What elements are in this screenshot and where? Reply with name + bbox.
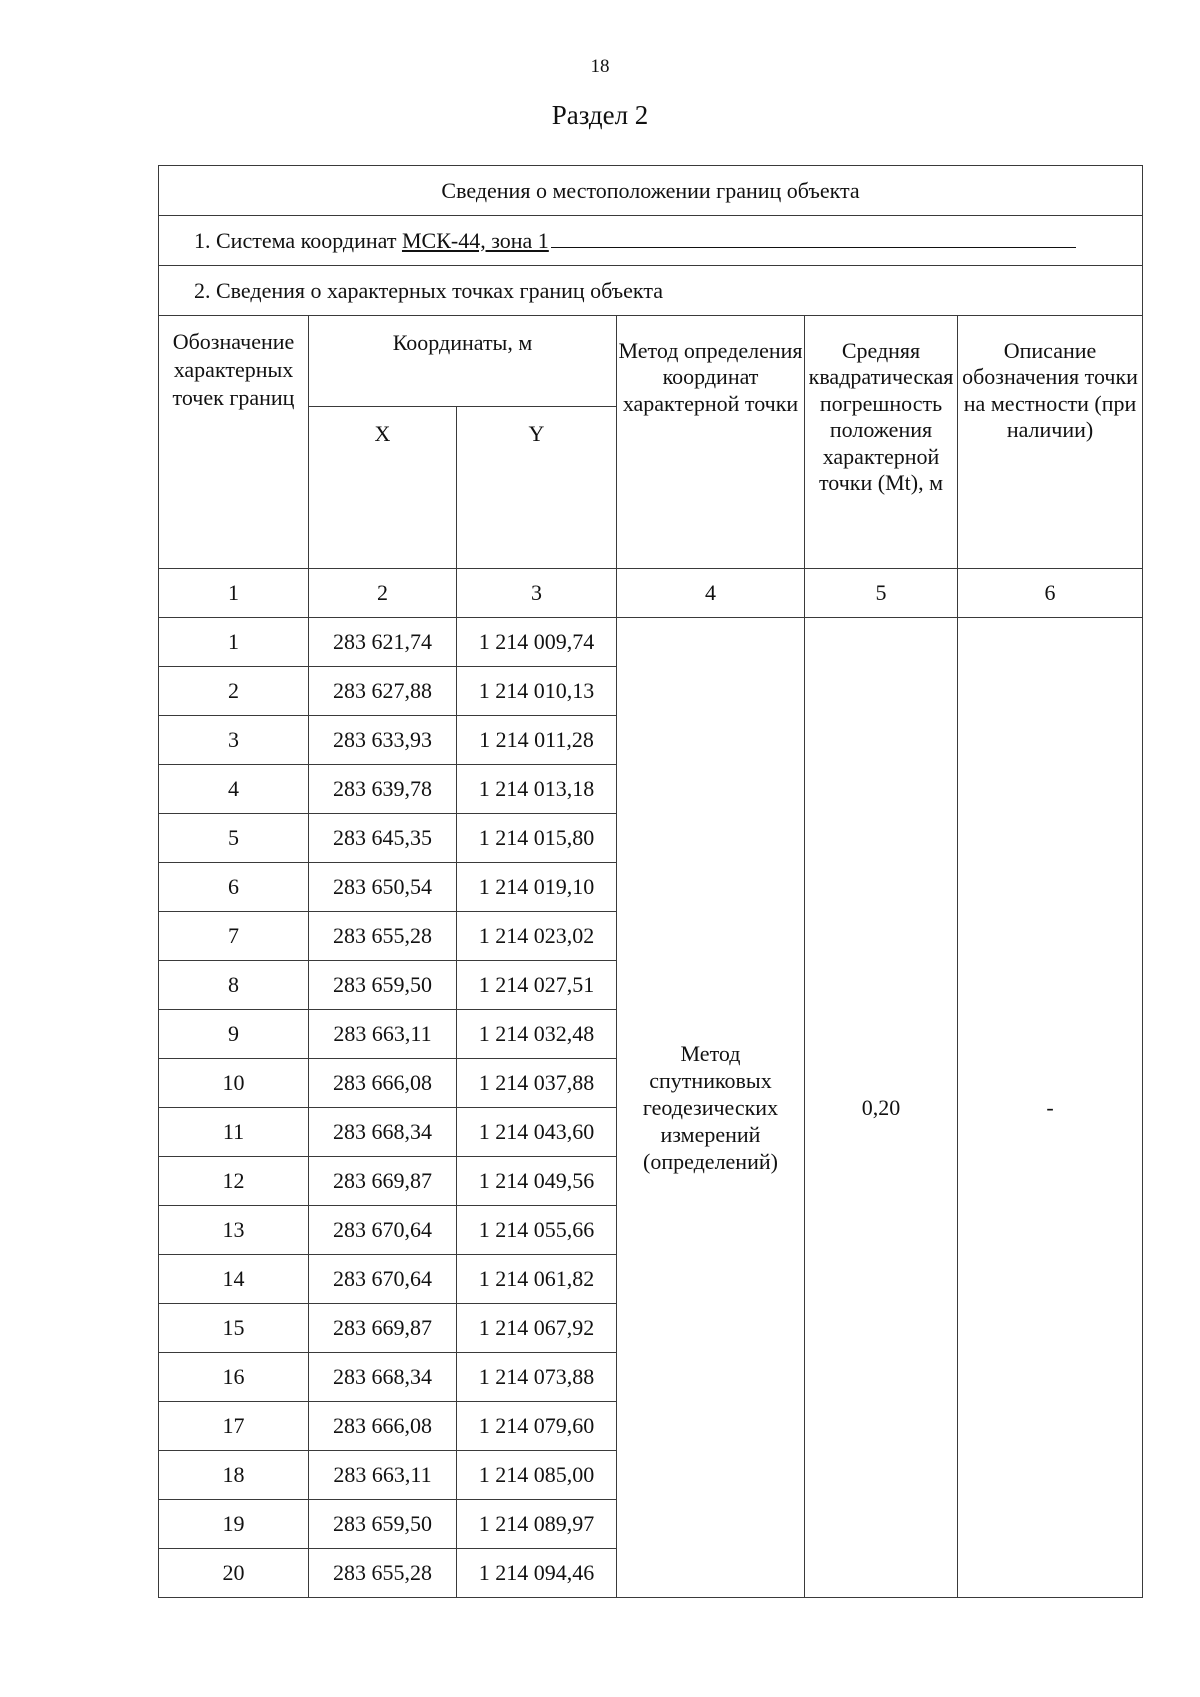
point-number-cell: 4 [159, 765, 309, 814]
column-number: 1 [159, 569, 309, 618]
section-title: Раздел 2 [551, 100, 649, 130]
coordinate-x-cell: 283 670,64 [309, 1206, 457, 1255]
coordinate-y-cell: 1 214 011,28 [457, 716, 617, 765]
coordinate-x-cell: 283 645,35 [309, 814, 457, 863]
coordinate-x-cell: 283 627,88 [309, 667, 457, 716]
point-number-cell: 12 [159, 1157, 309, 1206]
point-number-cell: 18 [159, 1451, 309, 1500]
point-number-cell: 20 [159, 1549, 309, 1598]
coordinate-x-cell: 283 655,28 [309, 912, 457, 961]
coordinate-y-cell: 1 214 055,66 [457, 1206, 617, 1255]
point-number-cell: 11 [159, 1108, 309, 1157]
coordinate-y-cell: 1 214 009,74 [457, 618, 617, 667]
coordinate-x-cell: 283 669,87 [309, 1157, 457, 1206]
coordinate-x-cell: 283 668,34 [309, 1353, 457, 1402]
coordinate-x-cell: 283 666,08 [309, 1402, 457, 1451]
coordinate-x-cell: 283 666,08 [309, 1059, 457, 1108]
coordinate-system-row [159, 216, 1143, 266]
coordinate-x-cell: 283 670,64 [309, 1255, 457, 1304]
mean-error-cell: 0,20 [805, 618, 958, 1598]
coordinate-x-cell: 283 650,54 [309, 863, 457, 912]
coordinate-y-cell: 1 214 015,80 [457, 814, 617, 863]
point-number-cell: 13 [159, 1206, 309, 1255]
point-number-cell: 14 [159, 1255, 309, 1304]
coordinate-y-cell: 1 214 027,51 [457, 961, 617, 1010]
table-row [159, 618, 1143, 667]
point-number-cell: 6 [159, 863, 309, 912]
description-cell: - [958, 618, 1143, 1598]
point-number-cell: 2 [159, 667, 309, 716]
coordinate-y-cell: 1 214 013,18 [457, 765, 617, 814]
coordinate-x-cell: 283 659,50 [309, 1500, 457, 1549]
coordinate-y-cell: 1 214 043,60 [457, 1108, 617, 1157]
point-number-cell: 10 [159, 1059, 309, 1108]
header-x: X [309, 407, 457, 569]
coordinate-x-cell: 283 663,11 [309, 1451, 457, 1500]
coordinate-x-cell: 283 669,87 [309, 1304, 457, 1353]
column-number: 4 [617, 569, 805, 618]
method-cell: Метод спутниковых геодезических измерений (определений) [617, 618, 805, 1598]
point-number-cell: 9 [159, 1010, 309, 1059]
point-number-cell: 7 [159, 912, 309, 961]
point-number-cell: 1 [159, 618, 309, 667]
coordinate-system-label: 1. Система координат [194, 227, 402, 253]
header-description: Описание обозначения точки на местности (при наличии) [958, 316, 1143, 569]
coordinate-y-cell: 1 214 049,56 [457, 1157, 617, 1206]
coordinate-x-cell: 283 663,11 [309, 1010, 457, 1059]
coordinate-y-cell: 1 214 085,00 [457, 1451, 617, 1500]
coordinate-y-cell: 1 214 089,97 [457, 1500, 617, 1549]
coordinate-x-cell: 283 621,74 [309, 618, 457, 667]
coordinate-x-cell: 283 633,93 [309, 716, 457, 765]
point-number-cell: 19 [159, 1500, 309, 1549]
point-number-cell: 15 [159, 1304, 309, 1353]
column-number: 5 [805, 569, 958, 618]
page-number: 18 [590, 56, 610, 77]
point-number-cell: 8 [159, 961, 309, 1010]
column-number: 6 [958, 569, 1143, 618]
coordinate-y-cell: 1 214 061,82 [457, 1255, 617, 1304]
table-title: Сведения о местоположении границ объекта [159, 166, 1143, 216]
coordinate-y-cell: 1 214 019,10 [457, 863, 617, 912]
header-designation: Обозначение характерных точек границ [159, 316, 309, 569]
point-number-cell: 16 [159, 1353, 309, 1402]
column-number: 2 [309, 569, 457, 618]
coordinate-y-cell: 1 214 023,02 [457, 912, 617, 961]
coordinate-y-cell: 1 214 067,92 [457, 1304, 617, 1353]
coordinate-y-cell: 1 214 079,60 [457, 1402, 617, 1451]
coordinate-x-cell: 283 639,78 [309, 765, 457, 814]
points-heading: 2. Сведения о характерных точках границ объекта [159, 266, 1143, 316]
coordinate-x-cell: 283 659,50 [309, 961, 457, 1010]
point-number-cell: 3 [159, 716, 309, 765]
header-coordinates: Координаты, м [309, 316, 617, 407]
coordinate-y-cell: 1 214 073,88 [457, 1353, 617, 1402]
fill-line [551, 227, 1076, 248]
point-number-cell: 17 [159, 1402, 309, 1451]
header-mean-error: Средняя квадратическая погрешность положения характерной точки (Mt), м [805, 316, 958, 569]
header-y: Y [457, 407, 617, 569]
coordinate-y-cell: 1 214 010,13 [457, 667, 617, 716]
coordinate-system-value: МСК-44, зона 1 [401, 227, 549, 253]
coordinate-y-cell: 1 214 037,88 [457, 1059, 617, 1108]
coordinate-x-cell: 283 655,28 [309, 1549, 457, 1598]
coordinate-x-cell: 283 668,34 [309, 1108, 457, 1157]
header-method: Метод определения координат характерной точки [617, 316, 805, 569]
point-number-cell: 5 [159, 814, 309, 863]
coordinate-y-cell: 1 214 094,46 [457, 1549, 617, 1598]
boundary-points-table [158, 165, 1143, 1598]
column-number: 3 [457, 569, 617, 618]
coordinate-y-cell: 1 214 032,48 [457, 1010, 617, 1059]
